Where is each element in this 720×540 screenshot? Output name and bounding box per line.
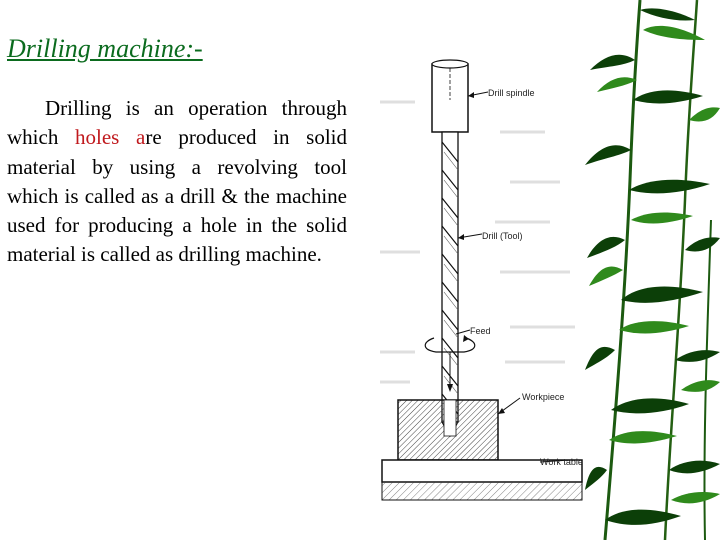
drill-spindle <box>432 60 468 132</box>
highlighted-text: holes a <box>75 125 146 150</box>
description-text-part2: re produced in solid material by using a revolving tool which is called as a drill & the machine used for producing a hole in the solid material is called as drilling machine. <box>7 125 347 267</box>
description-paragraph <box>7 94 347 270</box>
label-drill-spindle: Drill spindle <box>488 88 535 98</box>
bamboo-leaves <box>585 0 720 540</box>
description-text-part1: Drilling is an operation through which <box>7 96 347 150</box>
label-work-table: Work table <box>540 457 583 467</box>
label-drill-tool: Drill (Tool) <box>482 231 523 241</box>
label-workpiece: Workpiece <box>522 392 565 402</box>
slide-title: Drilling machine:- <box>7 34 203 63</box>
drilling-diagram <box>370 52 595 507</box>
workpiece <box>398 400 498 460</box>
label-feed: Feed <box>470 326 491 336</box>
bamboo-decoration <box>585 0 720 540</box>
